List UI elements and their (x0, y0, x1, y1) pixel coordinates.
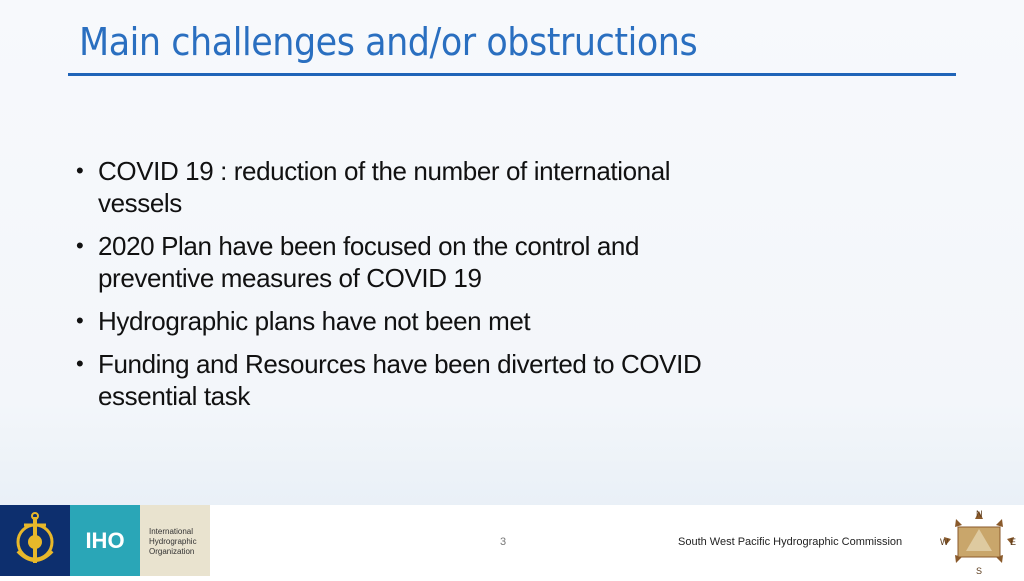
title-underline (68, 73, 956, 76)
iho-logo: IHO (70, 505, 140, 576)
iho-name-line: Organization (149, 547, 195, 556)
page-number: 3 (500, 536, 507, 548)
bullet-text: 2020 Plan have been focused on the control and preventive measures of COVID 19 (98, 231, 640, 293)
bullet-text: COVID 19 : reduction of the number of international vessels (98, 156, 671, 218)
bullet-dot-icon: • (76, 158, 84, 183)
bullet-item (76, 348, 716, 412)
bullet-dot-icon: • (76, 233, 84, 258)
bullet-item (76, 230, 716, 294)
commission-name: South West Pacific Hydrographic Commission (678, 536, 903, 548)
bullet-dot-icon: • (76, 351, 84, 376)
bullet-item (76, 155, 716, 219)
iho-name-line: Hydrographic (149, 537, 197, 546)
iho-organization-name (140, 505, 210, 576)
compass-letter: S (976, 566, 983, 575)
bullet-list (76, 155, 716, 423)
iho-name-line: International (149, 527, 194, 536)
iho-anchor-emblem-icon (0, 505, 70, 576)
compass-letter: N (976, 509, 983, 519)
slide-title: Main challenges and/or obstructions (79, 20, 698, 64)
compass-letter: E (1010, 537, 1017, 547)
bullet-text: Funding and Resources have been diverted to COVID essential task (98, 349, 702, 411)
bullet-item (76, 305, 716, 337)
bullet-text: Hydrographic plans have not been met (98, 306, 531, 336)
footer (0, 505, 1024, 576)
swphc-compass-logo-icon (936, 507, 1022, 575)
bullet-dot-icon: • (76, 308, 84, 333)
compass-letter: W (940, 537, 949, 547)
